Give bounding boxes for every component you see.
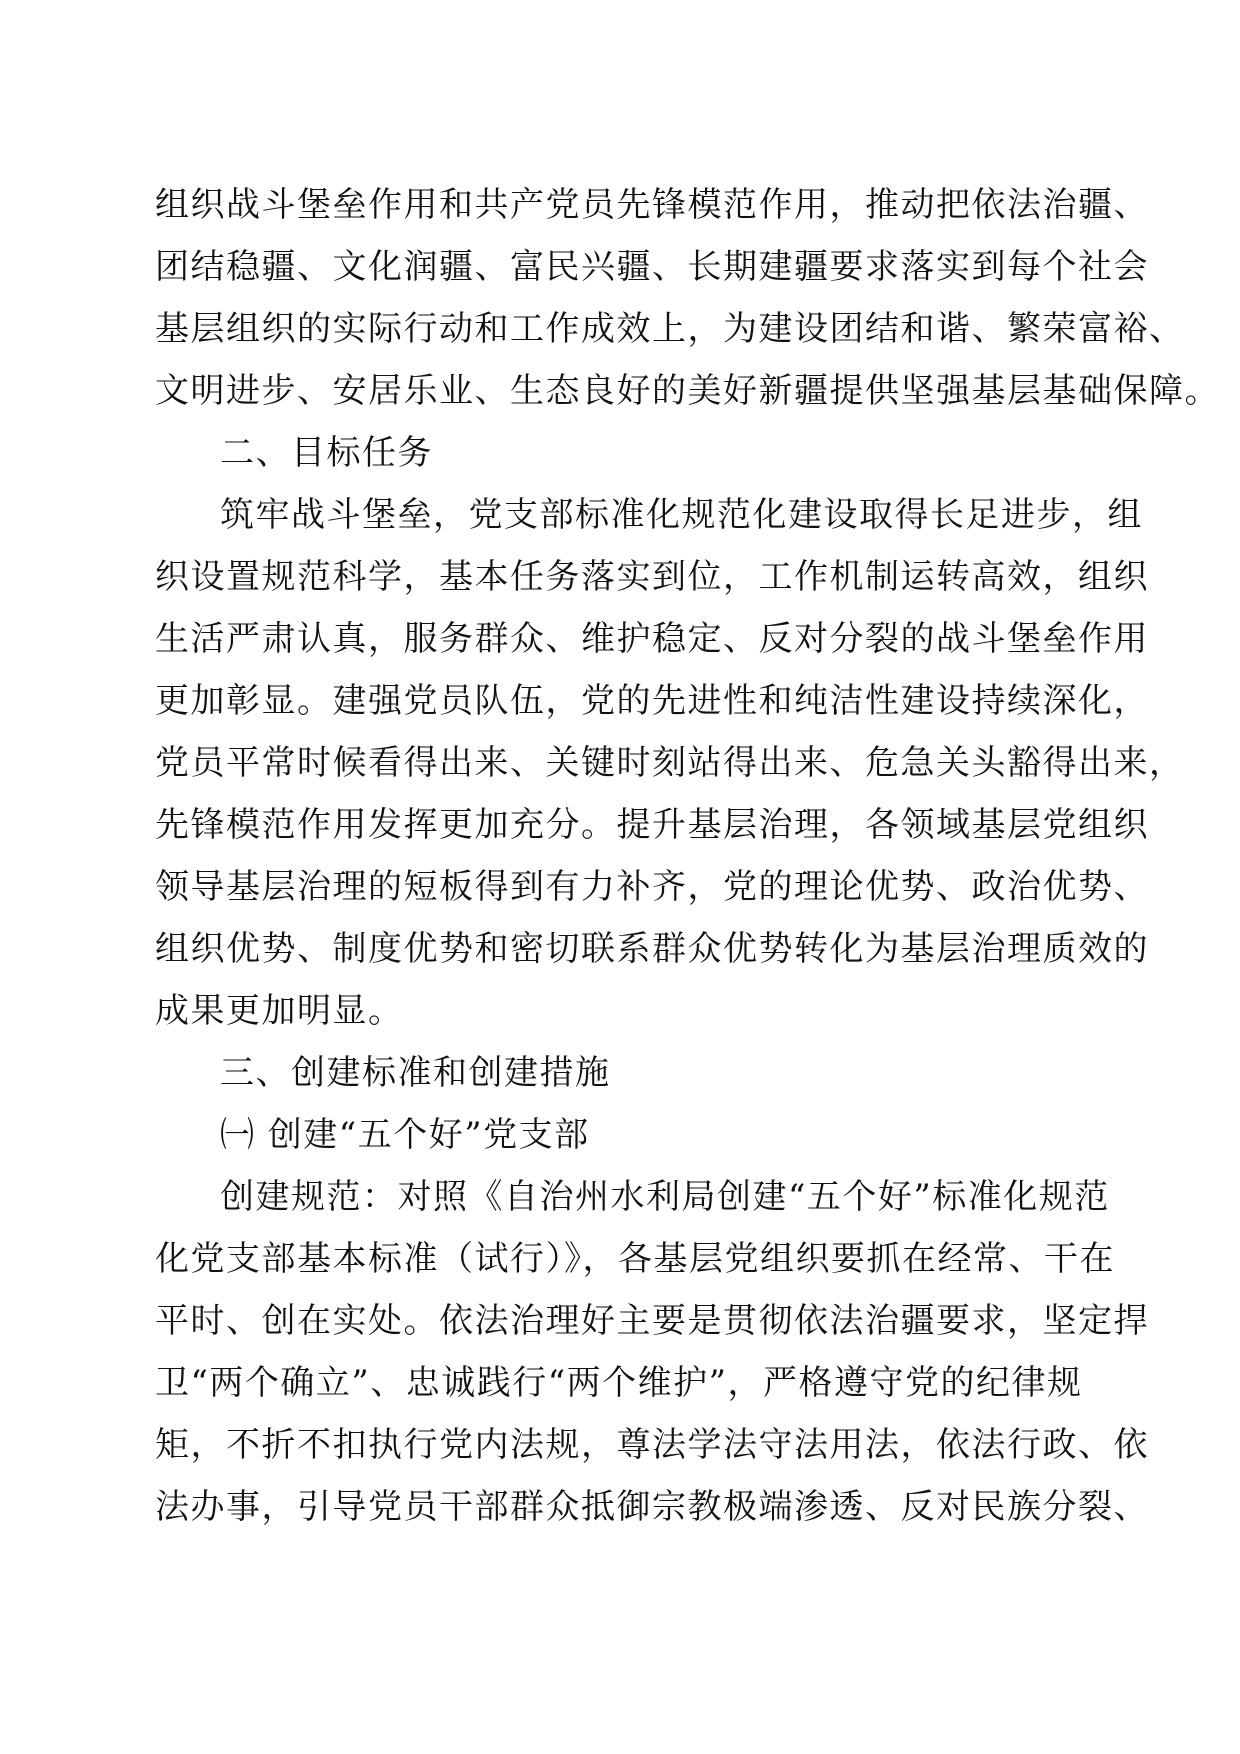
document-body	[155, 174, 1220, 1538]
paragraph-line: 创建规范：对照《自治州水利局创建“五个好”标准化规范	[220, 1177, 1110, 1217]
paragraph-line: 生活严肃认真，服务群众、维护稳定、反对分裂的战斗堡垒作用	[155, 619, 1149, 659]
paragraph-line: 更加彰显。建强党员队伍，党的先进性和纯洁性建设持续深化，	[155, 681, 1149, 721]
paragraph-line: 领导基层治理的短板得到有力补齐，党的理论优势、政治优势、	[155, 867, 1149, 907]
paragraph-line: 成果更加明显。	[155, 991, 404, 1031]
paragraph-line: 化党支部基本标准（试行）》，各基层党组织要抓在经常、干在	[155, 1239, 1115, 1279]
paragraph-line: 织设置规范科学，基本任务落实到位，工作机制运转高效，组织	[155, 557, 1149, 597]
paragraph-line: 矩，不折不扣执行党内法规，尊法学法守法用法，依法行政、依	[155, 1425, 1149, 1465]
paragraph-line: 组织优势、制度优势和密切联系群众优势转化为基层治理质效的	[155, 929, 1149, 969]
sub-heading-five-good: ㈠ 创建“五个好”党支部	[220, 1115, 590, 1155]
section-heading-goals: 二、目标任务	[220, 433, 433, 473]
paragraph-line: 筑牢战斗堡垒，党支部标准化规范化建设取得长足进步，组	[220, 495, 1143, 535]
paragraph-line: 先锋模范作用发挥更加充分。提升基层治理，各领域基层党组织	[155, 805, 1149, 845]
paragraph-line: 组织战斗堡垒作用和共产党员先锋模范作用，推动把依法治疆、	[155, 185, 1149, 225]
paragraph-line: 基层组织的实际行动和工作成效上，为建设团结和谐、繁荣富裕、	[155, 309, 1185, 349]
paragraph-line: 文明进步、安居乐业、生态良好的美好新疆提供坚强基层基础保障。	[155, 371, 1220, 411]
section-heading-standards: 三、创建标准和创建措施	[220, 1053, 611, 1093]
paragraph-line: 卫“两个确立”、忠诚践行“两个维护”，严格遵守党的纪律规	[155, 1363, 1083, 1403]
paragraph-line: 团结稳疆、文化润疆、富民兴疆、长期建疆要求落实到每个社会	[155, 247, 1149, 287]
paragraph-line: 平时、创在实处。依法治理好主要是贯彻依法治疆要求，坚定捍	[155, 1301, 1149, 1341]
paragraph-line: 党员平常时候看得出来、关键时刻站得出来、危急关头豁得出来，	[155, 743, 1185, 783]
paragraph-line: 法办事，引导党员干部群众抵御宗教极端渗透、反对民族分裂、	[155, 1487, 1149, 1527]
